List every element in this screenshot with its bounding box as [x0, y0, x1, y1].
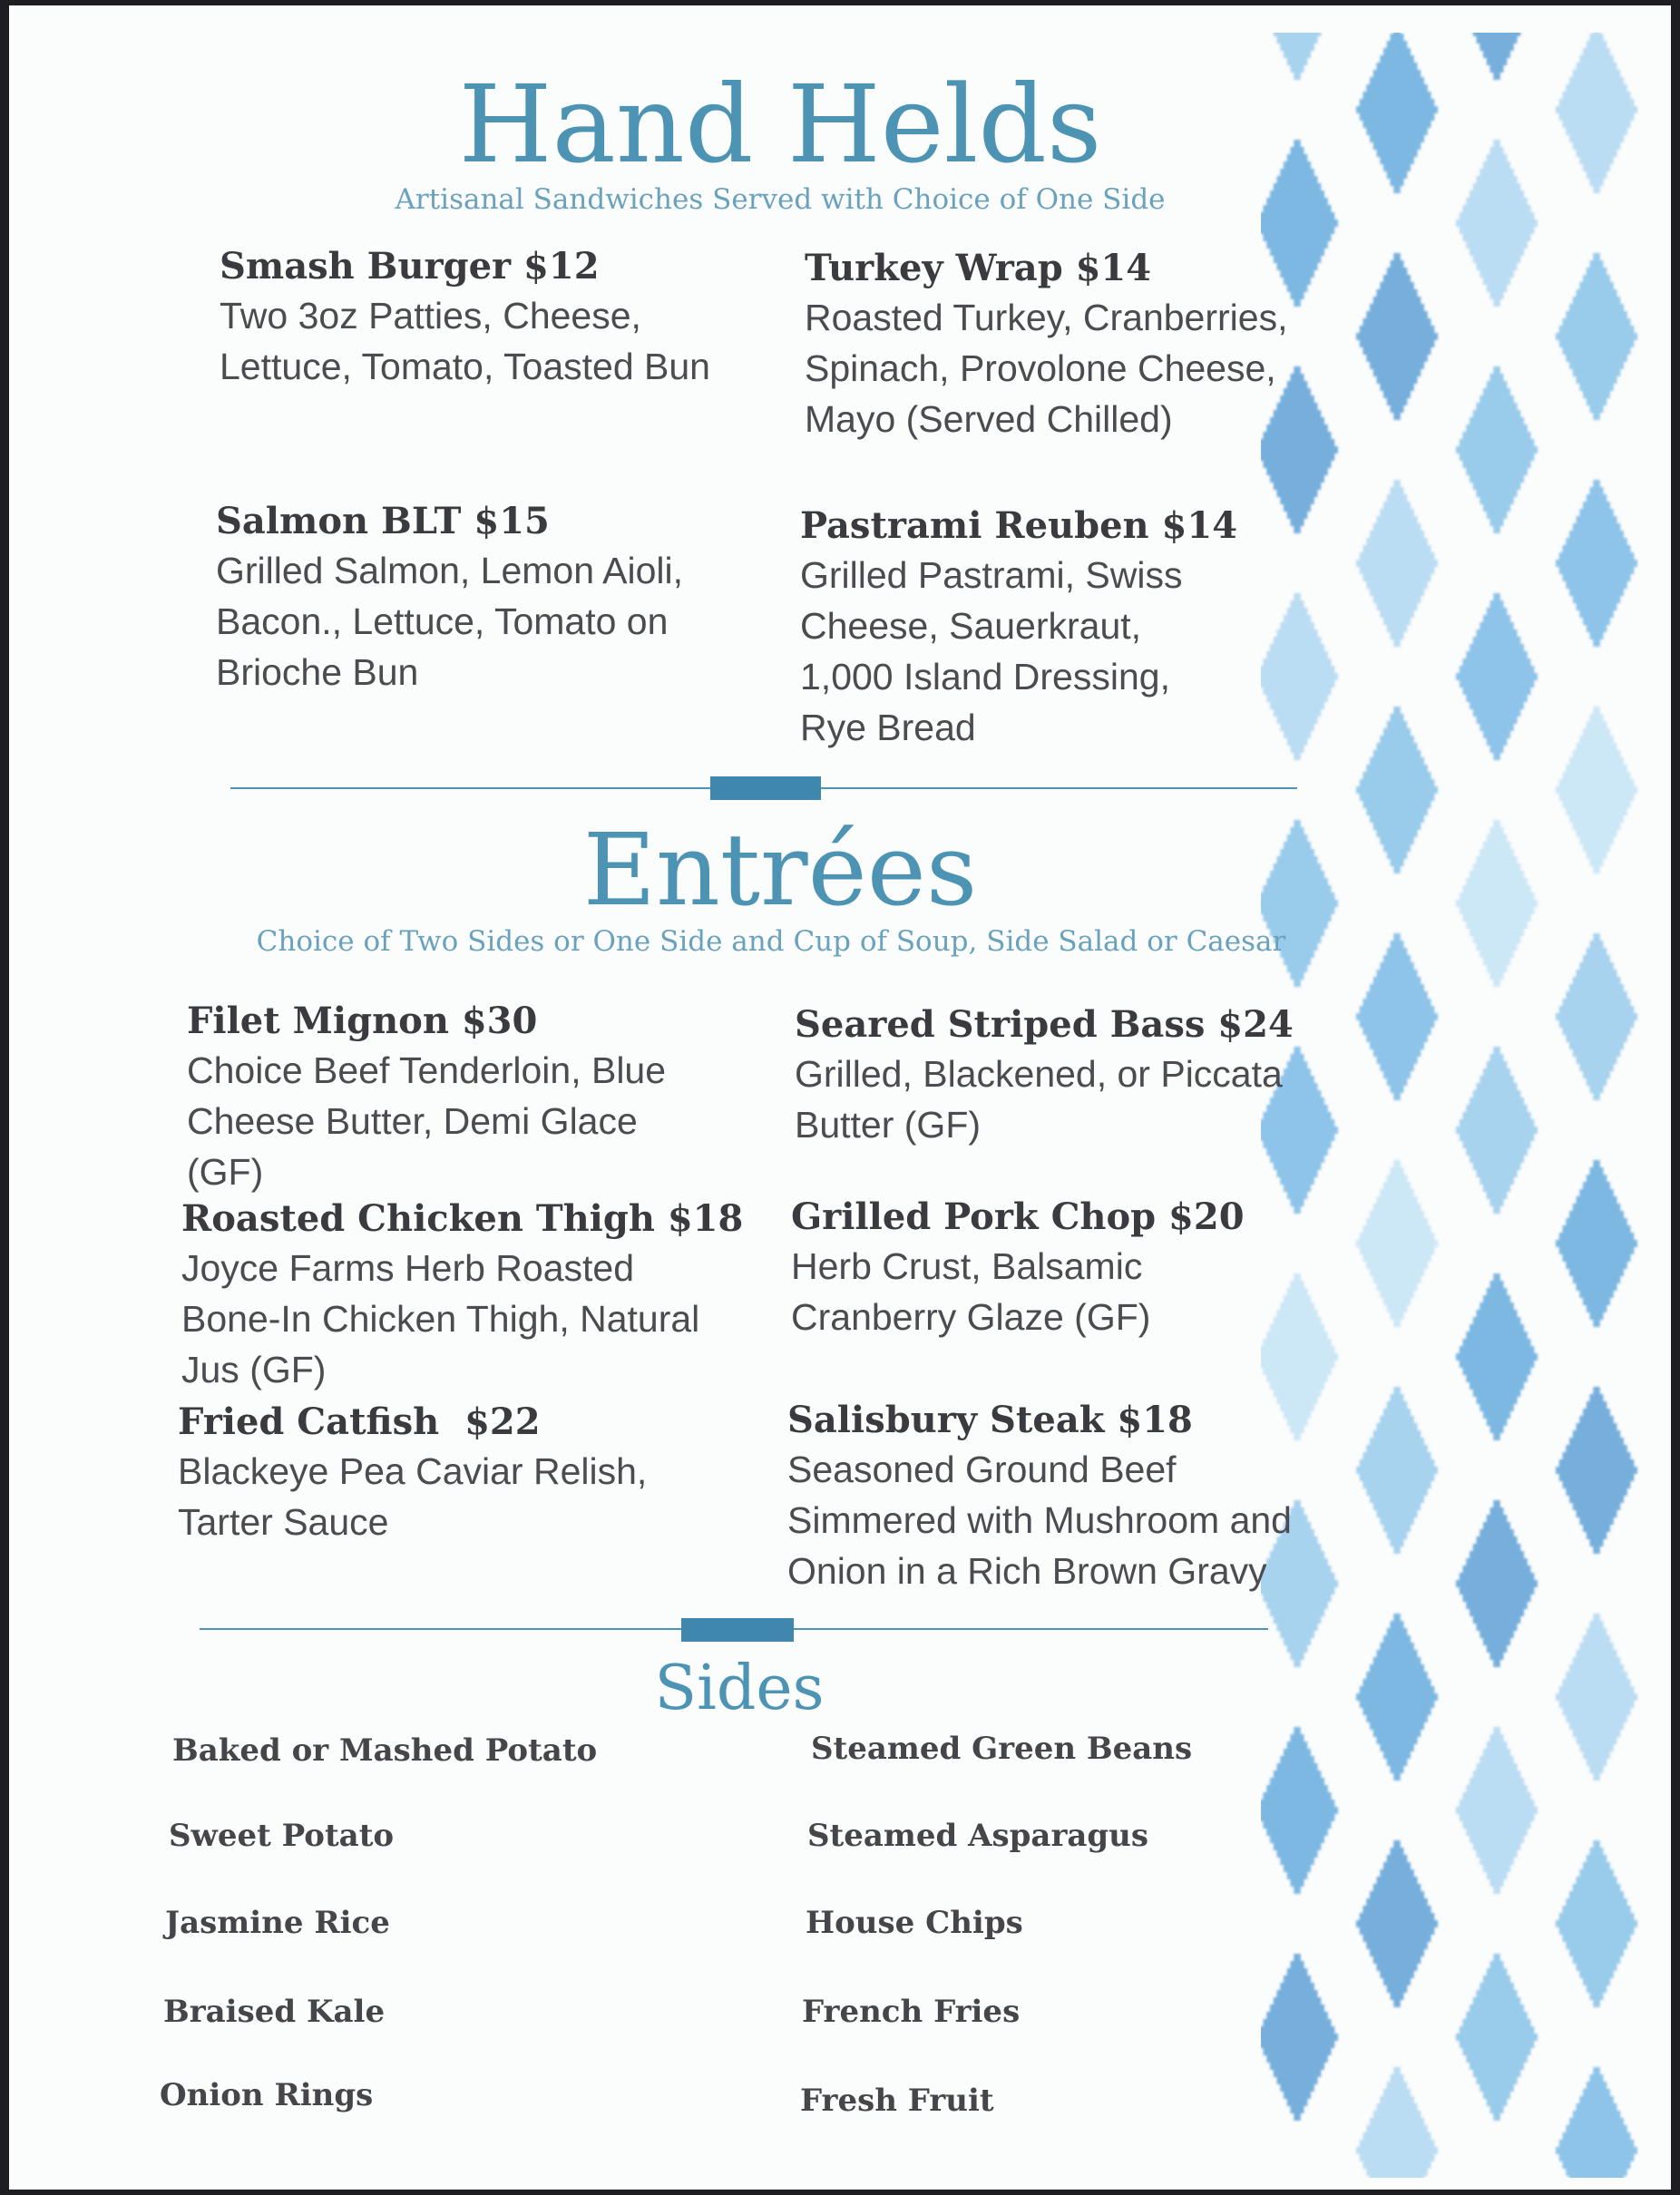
- sides-title: Sides: [654, 1653, 825, 1724]
- side-item: Steamed Asparagus: [807, 1818, 1149, 1854]
- ikat-diamond-shape: [1456, 1039, 1538, 1221]
- item-name: Grilled Pork Chop $20: [791, 1195, 1245, 1238]
- ikat-diamond-shape: [1556, 1833, 1637, 2015]
- divider-accent-bar: [681, 1618, 794, 1642]
- menu-item-fried-catfish: [178, 1399, 686, 1547]
- ikat-diamond-shape: [1456, 1946, 1538, 2128]
- side-item: Jasmine Rice: [165, 1905, 390, 1941]
- item-description: Grilled Pastrami, Swiss Cheese, Sauerkraut, 1,000 Island Dressing, Rye Bread: [800, 554, 1183, 748]
- ikat-diamond-shape: [1456, 1720, 1538, 1901]
- item-description: Two 3oz Patties, Cheese, Lettuce, Tomato, Toasted Bun: [220, 295, 710, 387]
- menu-item-grilled-pork-chop: [791, 1194, 1299, 1342]
- ikat-diamond-shape: [1456, 813, 1538, 994]
- ikat-diamond-shape: [1456, 1493, 1538, 1674]
- ikat-diamond-shape: [1356, 1380, 1438, 1561]
- ikat-diamond-shape: [1356, 473, 1438, 654]
- item-name: Salmon BLT $15: [216, 500, 550, 542]
- ikat-diamond-shape: [1556, 246, 1637, 427]
- menu-item-smash-burger: [220, 243, 728, 392]
- item-name: Roasted Chicken Thigh $18: [181, 1197, 744, 1240]
- item-name: Smash Burger $12: [220, 245, 600, 288]
- item-name: Pastrami Reuben $14: [800, 504, 1238, 547]
- side-item: Steamed Green Beans: [811, 1731, 1193, 1767]
- menu-item-filet-mignon: [187, 998, 695, 1197]
- item-description: Herb Crust, Balsamic Cranberry Glaze (GF): [791, 1245, 1151, 1338]
- ikat-diamond-shape: [1356, 699, 1438, 881]
- item-description: Grilled, Blackened, or Piccata Butter (GF): [795, 1053, 1283, 1146]
- side-item: Sweet Potato: [169, 1818, 395, 1854]
- menu-item-roasted-chicken-thigh: [181, 1195, 744, 1395]
- ikat-diamond-shape: [1456, 33, 1538, 87]
- side-item: Braised Kale: [163, 1994, 386, 2030]
- item-description: Grilled Salmon, Lemon Aioli, Bacon., Lettuce, Tomato on Brioche Bun: [216, 550, 684, 693]
- item-description: Seasoned Ground Beef Simmered with Mushroom and Onion in a Rich Brown Gravy: [787, 1449, 1292, 1592]
- side-item: Fresh Fruit: [800, 2083, 994, 2119]
- ikat-diamond-shape: [1456, 586, 1538, 767]
- item-name: Filet Mignon $30: [187, 1000, 538, 1042]
- ikat-diamond-shape: [1556, 473, 1637, 654]
- handhelds-subtitle: Artisanal Sandwiches Served with Choice of One Side: [395, 183, 1166, 216]
- item-description: Roasted Turkey, Cranberries, Spinach, Provolone Cheese, Mayo (Served Chilled): [805, 297, 1288, 440]
- ikat-diamond-shape: [1356, 2060, 1438, 2178]
- ikat-diamond-shape: [1456, 132, 1538, 314]
- menu-page: [9, 5, 1671, 2190]
- item-description: Joyce Farms Herb Roasted Bone-In Chicken Thigh, Natural Jus (GF): [181, 1247, 700, 1390]
- entrees-subtitle: Choice of Two Sides or One Side and Cup of Soup, Side Salad or Caesar: [256, 925, 1286, 958]
- item-name: Seared Striped Bass $24: [795, 1003, 1294, 1046]
- ikat-diamond-shape: [1356, 926, 1438, 1107]
- ikat-diamond-shape: [1556, 1153, 1637, 1334]
- ikat-diamond-shape: [1556, 1380, 1637, 1561]
- side-item: Onion Rings: [160, 2077, 374, 2113]
- divider-accent-bar: [710, 776, 821, 800]
- item-name: Fried Catfish $22: [178, 1400, 541, 1443]
- menu-item-turkey-wrap: [805, 245, 1294, 444]
- side-item: French Fries: [802, 1994, 1021, 2030]
- side-item: Baked or Mashed Potato: [172, 1732, 598, 1769]
- menu-item-pastrami-reuben: [800, 502, 1236, 753]
- ikat-diamond-shape: [1556, 926, 1637, 1107]
- ikat-diamond-shape: [1356, 246, 1438, 427]
- menu-item-salisbury-steak: [787, 1397, 1332, 1596]
- ikat-diamond-shape: [1556, 33, 1637, 200]
- menu-item-seared-striped-bass: [795, 1001, 1357, 1150]
- ikat-diamond-shape: [1556, 1606, 1637, 1788]
- ikat-diamond-shape: [1356, 33, 1438, 200]
- ikat-diamond-shape: [1356, 1153, 1438, 1334]
- ikat-diamond-shape: [1456, 359, 1538, 541]
- ikat-diamond-shape: [1556, 699, 1637, 881]
- item-description: Choice Beef Tenderloin, Blue Cheese Butter, Demi Glace (GF): [187, 1049, 667, 1193]
- entrees-title: Entrées: [582, 812, 978, 928]
- side-item: House Chips: [806, 1905, 1023, 1941]
- menu-item-salmon-blt: [216, 498, 688, 698]
- item-description: Blackeye Pea Caviar Relish, Tarter Sauce: [178, 1450, 648, 1543]
- ikat-diamond-shape: [1556, 2060, 1637, 2178]
- ikat-diamond-shape: [1456, 1266, 1538, 1448]
- ikat-diamond-shape: [1356, 1606, 1438, 1788]
- item-name: Turkey Wrap $14: [805, 247, 1152, 289]
- item-name: Salisbury Steak $18: [787, 1399, 1193, 1441]
- ikat-diamond-shape: [1356, 1833, 1438, 2015]
- handhelds-title: Hand Helds: [458, 62, 1102, 187]
